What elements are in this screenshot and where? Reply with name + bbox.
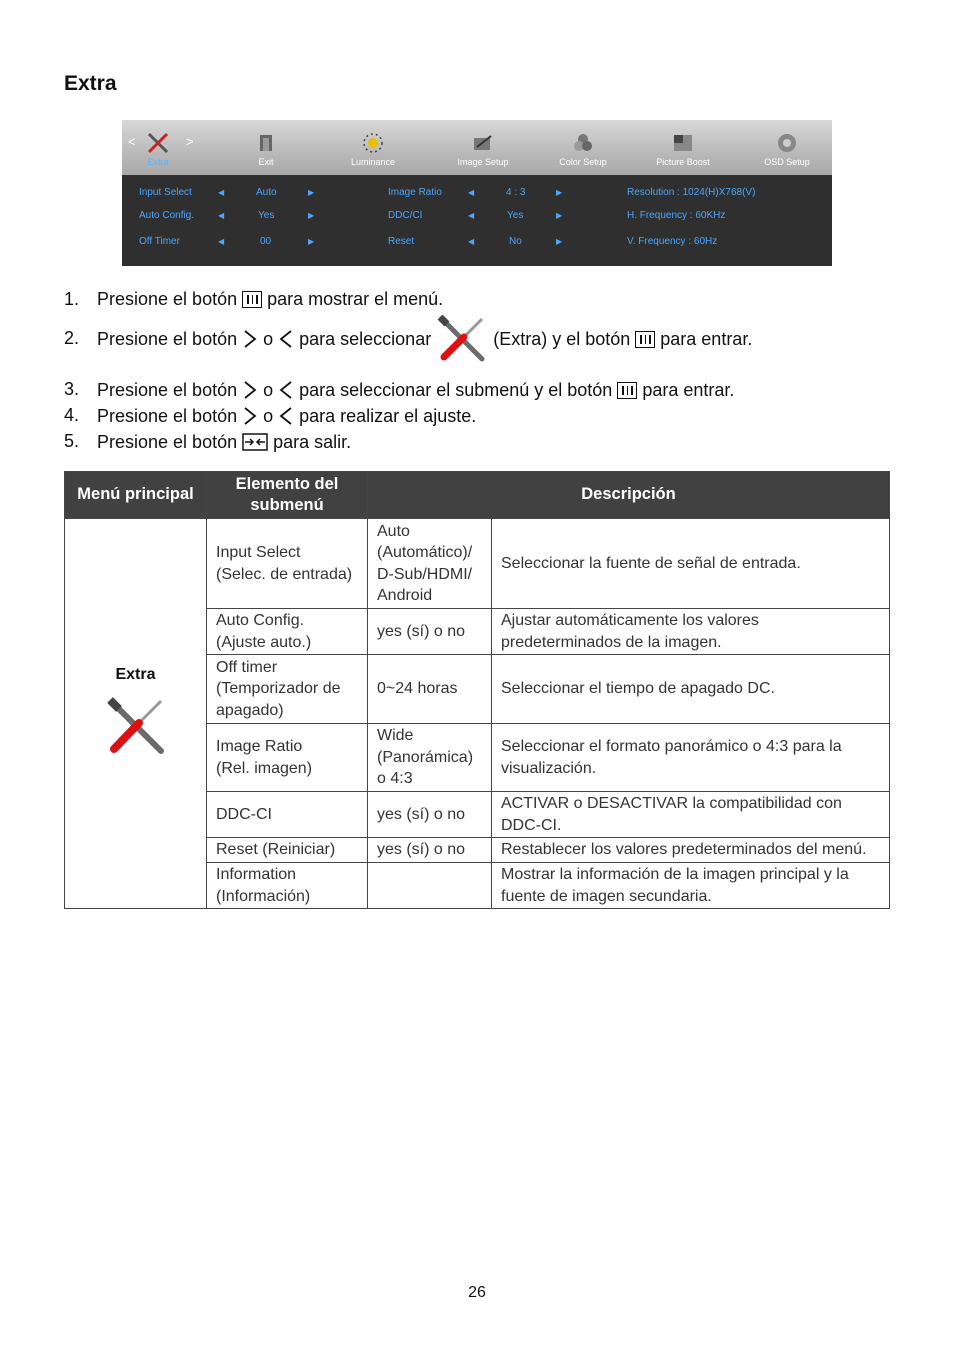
chevron-left-icon: < — [128, 134, 136, 149]
osd-setup-icon — [775, 132, 799, 154]
osd-tab-bar — [122, 120, 832, 175]
right-triangle-icon: ▶ — [556, 211, 563, 220]
submenu-item: Reset (Reiniciar) — [207, 838, 368, 863]
osd-row-value: 00 — [260, 236, 272, 247]
extra-menu-table — [64, 471, 890, 909]
osd-row-value: Auto — [256, 187, 277, 198]
submenu-description: Seleccionar el formato panorámico o 4:3 para la visualización. — [492, 724, 890, 792]
osd-row-value: Yes — [507, 210, 524, 221]
table-row — [65, 519, 890, 609]
left-triangle-icon: ◀ — [468, 188, 475, 197]
osd-tab-exit: Exit — [221, 120, 311, 175]
submenu-item: Information (Información) — [207, 863, 368, 909]
image-setup-icon — [471, 132, 495, 154]
osd-row-label: Reset — [388, 236, 415, 247]
submenu-item: DDC-CI — [207, 792, 368, 838]
chevron-right-icon — [242, 405, 258, 427]
submenu-description: ACTIVAR o DESACTIVAR la compatibilidad con DDC-CI. — [492, 792, 890, 838]
osd-tab-color-setup: Color Setup — [538, 120, 628, 175]
submenu-option: yes (sí) o no — [368, 609, 492, 655]
osd-tab-picture-boost: Picture Boost — [638, 120, 728, 175]
submenu-option: Wide (Panorámica) o 4:3 — [368, 724, 492, 792]
right-triangle-icon: ▶ — [308, 188, 315, 197]
left-triangle-icon: ◀ — [218, 237, 225, 246]
chevron-right-icon: > — [186, 134, 194, 149]
osd-menu-screenshot — [122, 120, 832, 266]
osd-row-label: Auto Config. — [139, 210, 195, 221]
osd-info: V. Frequency : 60Hz — [627, 236, 718, 247]
color-circles-icon — [571, 132, 595, 154]
osd-info: H. Frequency : 60KHz — [627, 210, 726, 221]
osd-tab-osd-setup: OSD Setup — [742, 120, 832, 175]
sun-icon — [361, 132, 385, 154]
osd-row-value: 4 : 3 — [506, 187, 526, 198]
main-menu-cell — [65, 519, 207, 909]
osd-info: Resolution : 1024(H)X768(V) — [627, 187, 756, 198]
submenu-description: Restablecer los valores predeterminados del menú. — [492, 838, 890, 863]
submenu-description: Seleccionar el tiempo de apagado DC. — [492, 655, 890, 724]
osd-row-label: Input Select — [139, 187, 192, 198]
submenu-option: yes (sí) o no — [368, 792, 492, 838]
osd-row-value: Yes — [258, 210, 275, 221]
tools-icon — [146, 132, 170, 154]
submenu-description: Mostrar la información de la imagen principal y la fuente de imagen secundaria. — [492, 863, 890, 909]
right-triangle-icon: ▶ — [308, 211, 315, 220]
menu-button-icon — [635, 331, 655, 348]
submenu-item: Input Select (Selec. de entrada) — [207, 519, 368, 609]
exit-icon — [254, 132, 278, 154]
tools-icon — [105, 697, 167, 757]
left-triangle-icon: ◀ — [218, 211, 225, 220]
chevron-left-icon — [278, 328, 294, 350]
menu-button-icon — [617, 382, 637, 399]
chevron-left-icon — [278, 379, 294, 401]
osd-tab-image-setup: Image Setup — [438, 120, 528, 175]
submenu-item: Image Ratio (Rel. imagen) — [207, 724, 368, 792]
osd-row-label: DDC/CI — [388, 210, 423, 221]
osd-tab-luminance: Luminance — [328, 120, 418, 175]
submenu-option — [368, 863, 492, 909]
left-triangle-icon: ◀ — [468, 237, 475, 246]
right-triangle-icon: ▶ — [556, 188, 563, 197]
main-menu-label: Extra — [115, 665, 156, 683]
submenu-item: Off timer (Temporizador de apagado) — [207, 655, 368, 724]
page-number: 26 — [468, 1284, 486, 1301]
osd-row-value: No — [509, 236, 522, 247]
section-heading: Extra — [64, 72, 117, 95]
tools-icon — [436, 315, 488, 363]
table-header-row — [65, 472, 890, 519]
submenu-option: yes (sí) o no — [368, 838, 492, 863]
chevron-right-icon — [242, 328, 258, 350]
osd-row-label: Off Timer — [139, 236, 180, 247]
column-header: Elemento del submenú — [207, 472, 368, 519]
right-triangle-icon: ▶ — [308, 237, 315, 246]
exit-button-icon — [242, 431, 268, 453]
chevron-right-icon — [242, 379, 258, 401]
submenu-option: 0~24 horas — [368, 655, 492, 724]
left-triangle-icon: ◀ — [468, 211, 475, 220]
right-triangle-icon: ▶ — [556, 237, 563, 246]
column-header: Descripción — [368, 472, 890, 519]
menu-button-icon — [242, 291, 262, 308]
picture-boost-icon — [671, 132, 695, 154]
submenu-option: Auto (Automático)/ D-Sub/HDMI/ Android — [368, 519, 492, 609]
chevron-left-icon — [278, 405, 294, 427]
submenu-item: Auto Config. (Ajuste auto.) — [207, 609, 368, 655]
left-triangle-icon: ◀ — [218, 188, 225, 197]
column-header: Menú principal — [65, 472, 207, 519]
submenu-description: Seleccionar la fuente de señal de entrada. — [492, 519, 890, 609]
osd-tab-extra: Extra — [113, 120, 203, 175]
osd-row-label: Image Ratio — [388, 187, 442, 198]
submenu-description: Ajustar automáticamente los valores predeterminados de la imagen. — [492, 609, 890, 655]
